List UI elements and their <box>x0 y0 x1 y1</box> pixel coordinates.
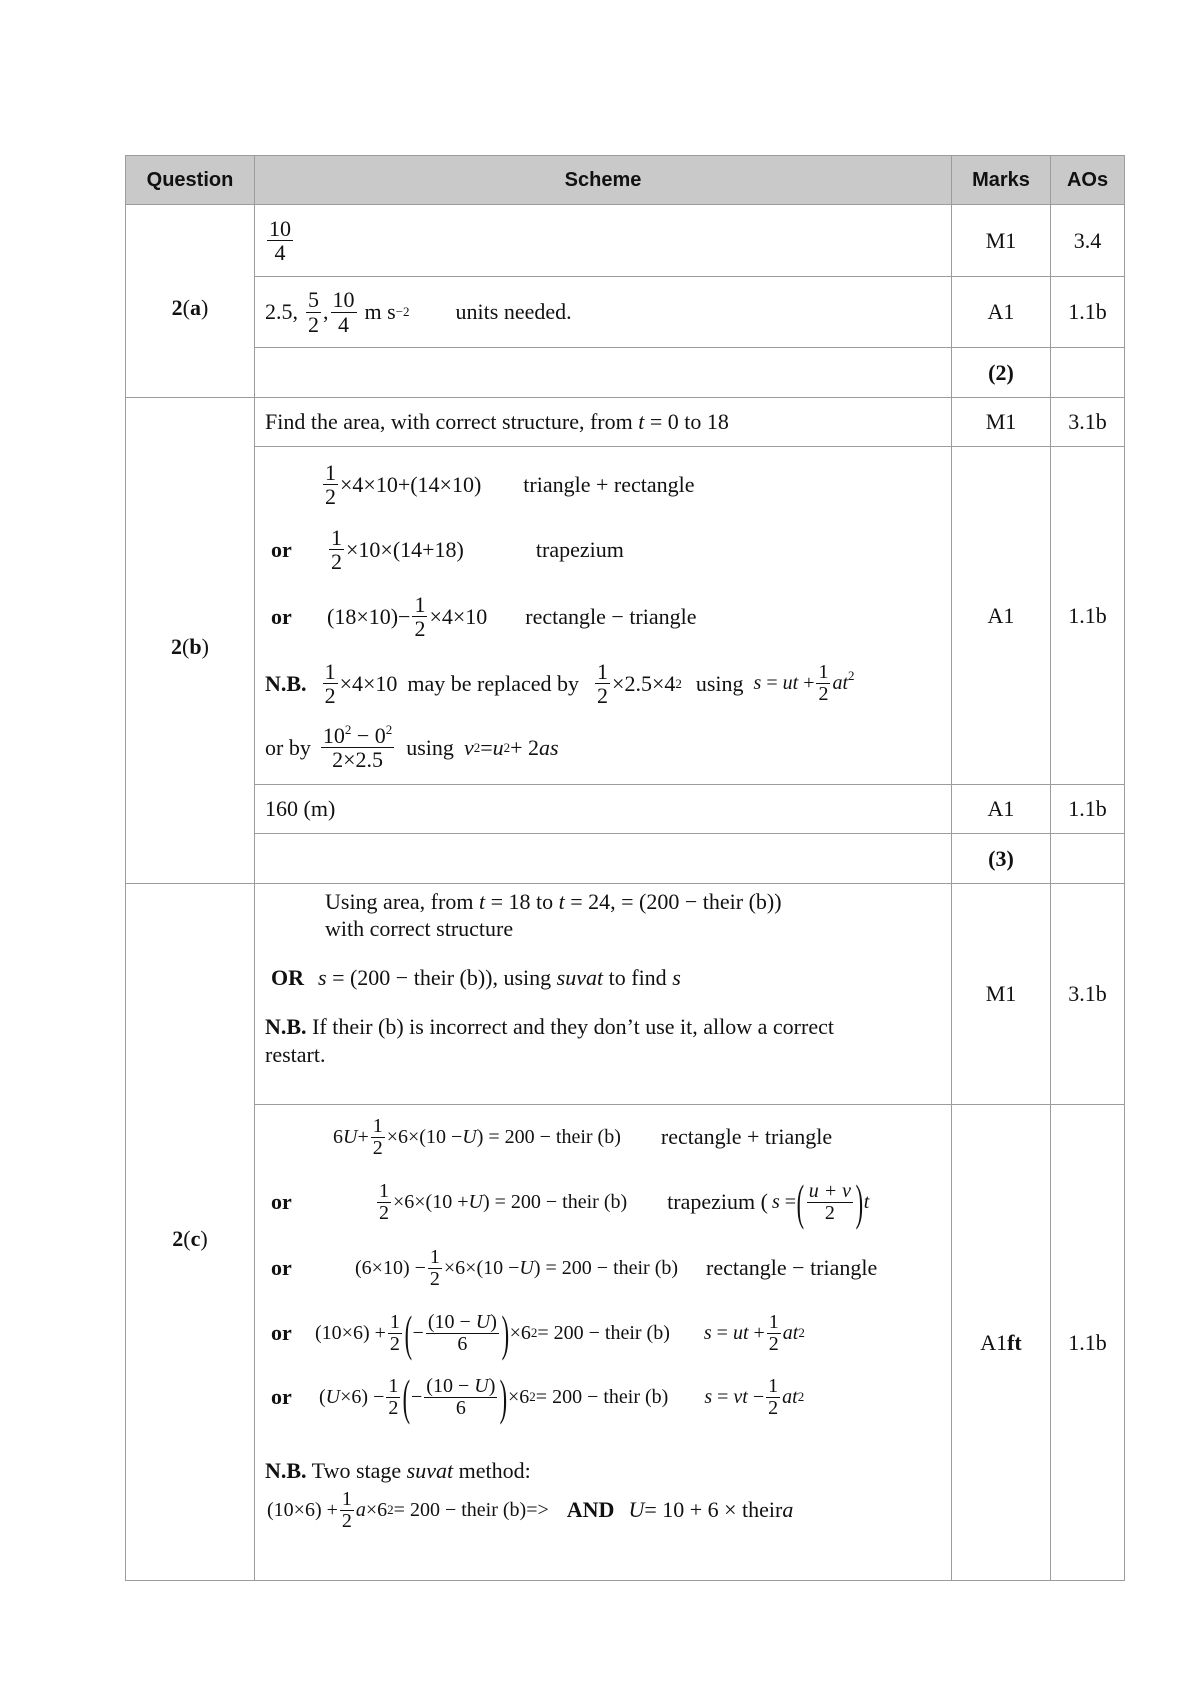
table-row <box>126 398 1125 447</box>
header-marks: Marks <box>952 156 1051 205</box>
scheme-cell <box>255 348 952 398</box>
question-2b-label: 2(b) <box>126 398 255 884</box>
scheme-cell: Find the area, with correct structure, from t = 0 to 18 <box>255 398 952 447</box>
scheme-cell: 6 U + $\frac{1}{2}$ ×6×(10 − U ) = 200 − their (b) rectangle + triangle or $\frac{1}{2}$ ×6×(10 + U ) = 200 − their (b) trapezium ( s = ( $\frac{u + v}{2}$ ) t or (6×10) − $\frac{1}{2}$ ×6×(10 − U ) = 200 − their (b) rectangle − triangle or (10×6) + $\frac{1}{2}$ ( − $\frac{(10 - U)}{6}$ ) ×6 2 = 200 − their (b) s = ut + $\frac{1}{2}$ at 2 or ( U ×6) − $\frac{1}{2}$ ( − $\frac{(10 - U)}{6}$ ) ×6 2 = 200 − their (b) s = vt − $\frac{1}{2}$ at 2 N.B. Two stage suvat method: (10×6) + $\frac{1}{2}$ a ×6 2 = 200 − their (b)=> AND U = 10 + 6 × their a <box>255 1105 952 1581</box>
table-row <box>126 205 1125 277</box>
question-2a-label: 2(a) <box>126 205 255 398</box>
scheme-cell <box>255 834 952 884</box>
scheme-cell: Using area, from t = 18 to t = 24, = (200 − their (b)) with correct structure OR s = (200 − their (b)), using suvat to find s N.B. If their (b) is incorrect and they don’t use it, allow a correct restart. <box>255 884 952 1105</box>
table-row <box>126 884 1125 1105</box>
marks-cell: A1ft <box>952 1105 1051 1581</box>
scheme-cell <box>255 205 952 277</box>
ao-cell: 1.1b <box>1051 277 1125 348</box>
marks-total: (3) <box>952 834 1051 884</box>
question-2c-label: 2(c) <box>126 884 255 1581</box>
fraction: $\frac{10}{4}$ <box>269 215 291 265</box>
scheme-cell: 160 (m) <box>255 785 952 834</box>
header-row <box>126 156 1125 205</box>
marks-cell: M1 <box>952 398 1051 447</box>
table-row <box>126 785 1125 834</box>
table-row <box>126 834 1125 884</box>
marks-cell: A1 <box>952 447 1051 785</box>
header-scheme: Scheme <box>255 156 952 205</box>
scheme-cell: 2.5, $\frac{5}{2}$ , $\frac{10}{4}$ m s −2 units needed. <box>255 277 952 348</box>
ao-cell: 3.1b <box>1051 884 1125 1105</box>
ao-cell: 1.1b <box>1051 1105 1125 1581</box>
marks-total: (2) <box>952 348 1051 398</box>
table-row <box>126 447 1125 785</box>
marks-cell: M1 <box>952 205 1051 277</box>
ao-cell: 3.1b <box>1051 398 1125 447</box>
scheme-cell: $\frac{1}{2}$ ×4×10+(14×10) triangle + rectangle or $\frac{1}{2}$ ×10×(14+18) trapezium or (18×10)− $\frac{1}{2}$ ×4×10 rectangle − triangle N.B. $\frac{1}{2}$ ×4×10 may be replaced by $\frac{1}{2}$ ×2.5×4 2 using s = ut + $\frac{1}{2}$ $at^2$ or by $\frac{10^2 - 0^2}{2\times 2.5}$ using v 2 = u 2 + 2 as <box>255 447 952 785</box>
table-row <box>126 348 1125 398</box>
ao-cell: 1.1b <box>1051 447 1125 785</box>
ao-cell: 3.4 <box>1051 205 1125 277</box>
marks-cell: A1 <box>952 277 1051 348</box>
ao-cell <box>1051 348 1125 398</box>
marks-cell: M1 <box>952 884 1051 1105</box>
marks-cell: A1 <box>952 785 1051 834</box>
ao-cell <box>1051 834 1125 884</box>
header-aos: AOs <box>1051 156 1125 205</box>
table-row <box>126 1105 1125 1581</box>
ao-cell: 1.1b <box>1051 785 1125 834</box>
header-question: Question <box>126 156 255 205</box>
table-row <box>126 277 1125 348</box>
mark-scheme-table <box>125 155 1125 1581</box>
